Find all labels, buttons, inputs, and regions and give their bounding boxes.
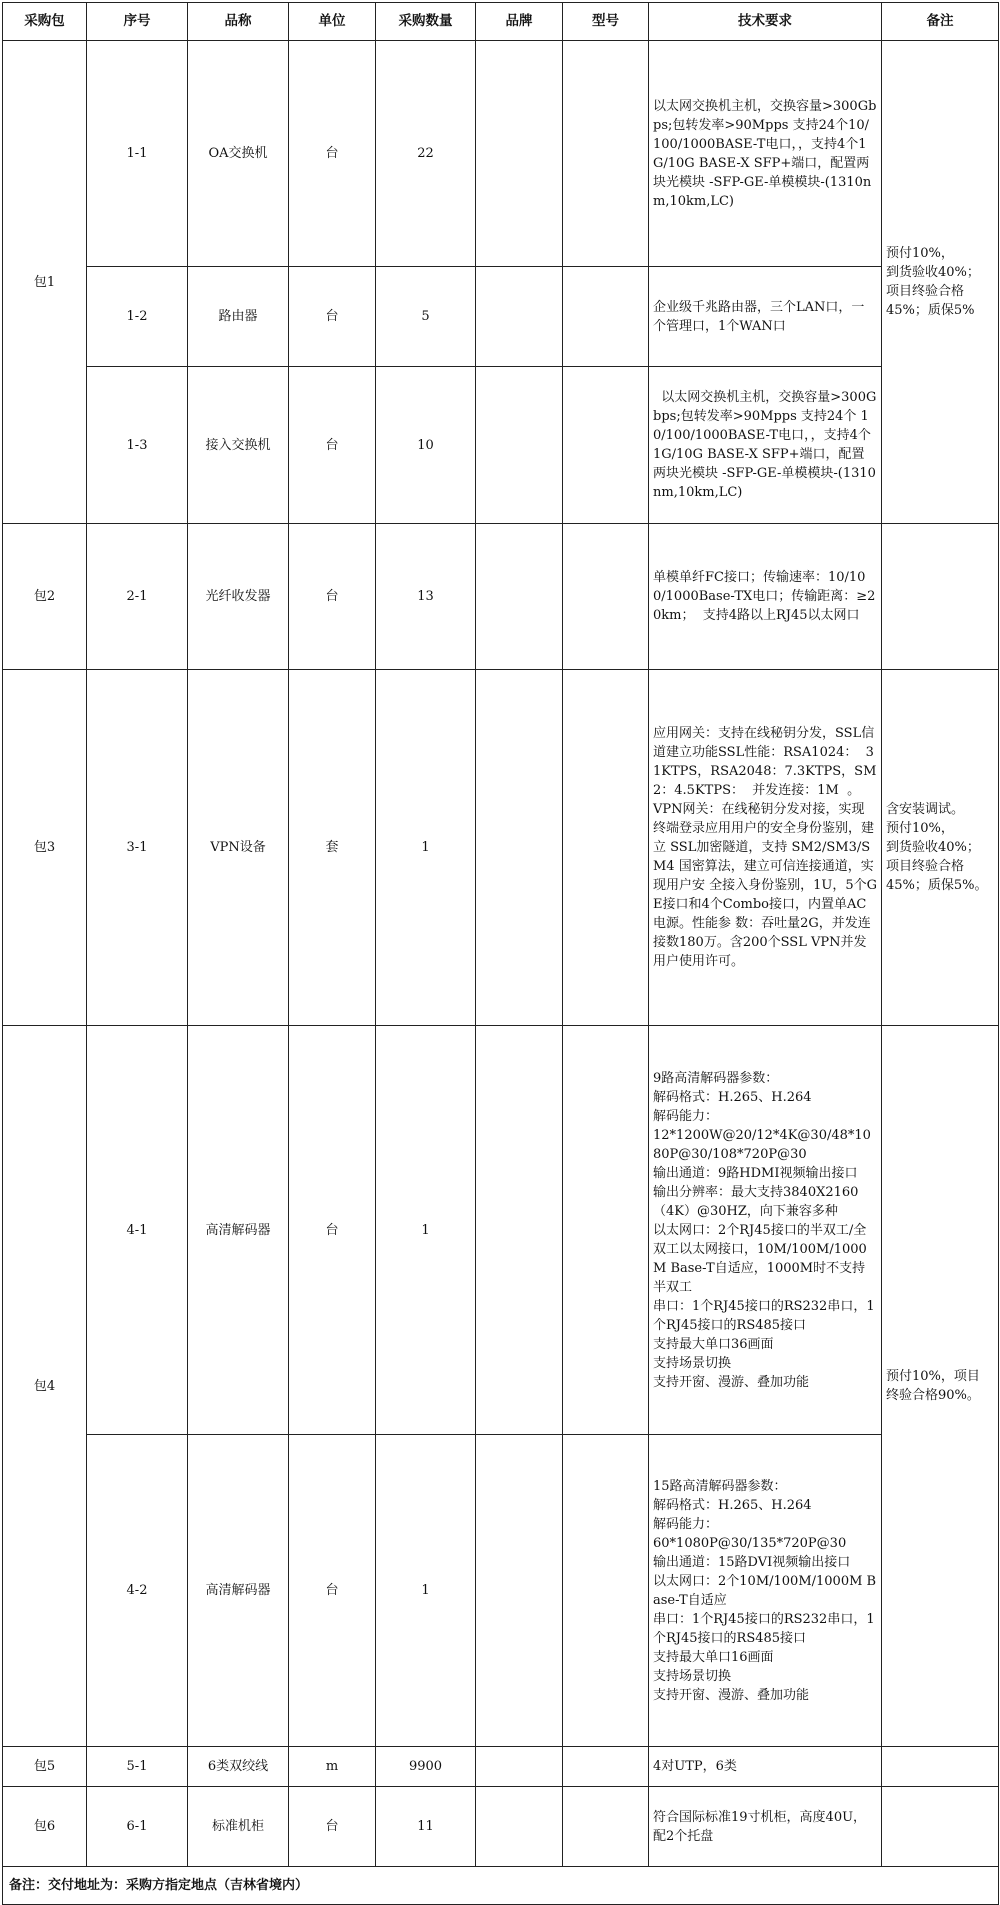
model-cell — [563, 41, 649, 267]
table-row — [3, 267, 999, 367]
name-cell: 光纤收发器 — [188, 524, 289, 670]
table-row — [3, 41, 999, 267]
unit-cell: 台 — [289, 41, 376, 267]
brand-cell — [476, 1747, 563, 1787]
qty-cell: 9900 — [376, 1747, 476, 1787]
unit-cell: 套 — [289, 670, 376, 1026]
name-cell: OA交换机 — [188, 41, 289, 267]
package-cell: 包4 — [3, 1026, 87, 1747]
brand-cell — [476, 367, 563, 524]
model-cell — [563, 1026, 649, 1435]
header-note: 备注 — [882, 3, 999, 41]
seq-cell: 3-1 — [87, 670, 188, 1026]
tech-cell: 应用网关：支持在线秘钥分发，SSL信道建立功能SSL性能：RSA1024： 31KTPS，RSA2048：7.3KTPS，SM2：4.5KTPS： 并发连接：1M 。 VPN网关：在线秘钥分发对接，实现终端登录应用用户的安全身份鉴别，建立 SSL加密隧道，支持 SM2/SM3/SM4 国密算法，建立可信连接通道，实现用户安 全接入身份鉴别，1U，5个GE接口和4个Combo接口，内置单AC电源。性能参 数：吞吐量2G，并发连接数180万。含200个SSL VPN并发用户使用许可。 — [649, 670, 882, 1026]
name-cell: 高清解码器 — [188, 1435, 289, 1747]
package-cell: 包2 — [3, 524, 87, 670]
unit-cell: 台 — [289, 1787, 376, 1867]
unit-cell: 台 — [289, 267, 376, 367]
table-row — [3, 1747, 999, 1787]
table-row — [3, 1787, 999, 1867]
qty-cell: 1 — [376, 1435, 476, 1747]
header-brand: 品牌 — [476, 3, 563, 41]
header-package: 采购包 — [3, 3, 87, 41]
brand-cell — [476, 670, 563, 1026]
unit-cell: 台 — [289, 367, 376, 524]
tech-cell: 单模单纤FC接口；传输速率：10/100/1000Base-TX电口；传输距离：≥20km； 支持4路以上RJ45以太网口 — [649, 524, 882, 670]
brand-cell — [476, 1026, 563, 1435]
note-cell: 含安装调试。 预付10%， 到货验收40%； 项目终验合格 45%；质保5%。 — [882, 670, 999, 1026]
unit-cell: 台 — [289, 1435, 376, 1747]
name-cell: 6类双绞线 — [188, 1747, 289, 1787]
note-cell: 预付10%， 到货验收40%； 项目终验合格 45%；质保5% — [882, 41, 999, 524]
seq-cell: 4-1 — [87, 1026, 188, 1435]
seq-cell: 1-3 — [87, 367, 188, 524]
seq-cell: 4-2 — [87, 1435, 188, 1747]
brand-cell — [476, 524, 563, 670]
seq-cell: 1-1 — [87, 41, 188, 267]
tech-cell: 9路高清解码器参数： 解码格式：H.265、H.264 解码能力： 12*1200W@20/12*4K@30/48*1080P@30/108*720P@30 输出通道：9路HDMI视频输出接口 输出分辨率：最大支持3840X2160（4K）@30HZ，向下兼容多种 以太网口：2个RJ45接口的半双工/全双工以太网接口，10M/100M/1000M Base-T自适应，1000M时不支持半双工 串口：1个RJ45接口的RS232串口，1个RJ45接口的RS485接口 支持最大单口36画面 支持场景切换 支持开窗、漫游、叠加功能 — [649, 1026, 882, 1435]
header-name: 品称 — [188, 3, 289, 41]
package-cell: 包5 — [3, 1747, 87, 1787]
name-cell: 标准机柜 — [188, 1787, 289, 1867]
qty-cell: 10 — [376, 367, 476, 524]
tech-cell: 以太网交换机主机，交换容量>300Gbps;包转发率>90Mpps 支持24个 10/100/1000BASE-T电口，，支持4个1G/10G BASE-X SFP+端口，配置两块光模块 -SFP-GE-单模模块-(1310nm,10km,LC) — [649, 367, 882, 524]
header-unit: 单位 — [289, 3, 376, 41]
brand-cell — [476, 41, 563, 267]
name-cell: 接入交换机 — [188, 367, 289, 524]
header-seq: 序号 — [87, 3, 188, 41]
name-cell: 路由器 — [188, 267, 289, 367]
note-cell — [882, 524, 999, 670]
name-cell: VPN设备 — [188, 670, 289, 1026]
brand-cell — [476, 267, 563, 367]
qty-cell: 11 — [376, 1787, 476, 1867]
name-cell: 高清解码器 — [188, 1026, 289, 1435]
delivery-note: 备注：交付地址为：采购方指定地点（吉林省境内） — [3, 1867, 999, 1905]
unit-cell: 台 — [289, 524, 376, 670]
brand-cell — [476, 1787, 563, 1867]
header-row — [3, 3, 999, 41]
table-row — [3, 367, 999, 524]
qty-cell: 13 — [376, 524, 476, 670]
unit-cell: 台 — [289, 1026, 376, 1435]
procurement-table — [2, 2, 999, 1905]
package-cell: 包6 — [3, 1787, 87, 1867]
note-cell — [882, 1747, 999, 1787]
header-tech: 技术要求 — [649, 3, 882, 41]
seq-cell: 2-1 — [87, 524, 188, 670]
qty-cell: 22 — [376, 41, 476, 267]
qty-cell: 5 — [376, 267, 476, 367]
model-cell — [563, 524, 649, 670]
model-cell — [563, 1435, 649, 1747]
model-cell — [563, 1787, 649, 1867]
package-cell: 包1 — [3, 41, 87, 524]
seq-cell: 6-1 — [87, 1787, 188, 1867]
package-cell: 包3 — [3, 670, 87, 1026]
table-row — [3, 1435, 999, 1747]
model-cell — [563, 367, 649, 524]
tech-cell: 企业级千兆路由器，三个LAN口，一个管理口，1个WAN口 — [649, 267, 882, 367]
qty-cell: 1 — [376, 670, 476, 1026]
table-row — [3, 524, 999, 670]
model-cell — [563, 670, 649, 1026]
qty-cell: 1 — [376, 1026, 476, 1435]
footer-row — [3, 1867, 999, 1905]
table-row — [3, 1026, 999, 1435]
note-cell — [882, 1787, 999, 1867]
tech-cell: 15路高清解码器参数： 解码格式：H.265、H.264 解码能力： 60*1080P@30/135*720P@30 输出通道：15路DVI视频输出接口 以太网口：2个10M/100M/1000M Base-T自适应 串口：1个RJ45接口的RS232串口，1个RJ45接口的RS485接口 支持最大单口16画面 支持场景切换 支持开窗、漫游、叠加功能 — [649, 1435, 882, 1747]
seq-cell: 5-1 — [87, 1747, 188, 1787]
model-cell — [563, 267, 649, 367]
tech-cell: 4对UTP，6类 — [649, 1747, 882, 1787]
header-qty: 采购数量 — [376, 3, 476, 41]
brand-cell — [476, 1435, 563, 1747]
table-row — [3, 670, 999, 1026]
tech-cell: 符合国际标准19寸机柜，高度40U，配2个托盘 — [649, 1787, 882, 1867]
model-cell — [563, 1747, 649, 1787]
header-model: 型号 — [563, 3, 649, 41]
seq-cell: 1-2 — [87, 267, 188, 367]
tech-cell: 以太网交换机主机，交换容量>300Gbps;包转发率>90Mpps 支持24个10/100/1000BASE-T电口，，支持4个1G/10G BASE-X SFP+端口，配置两块光模块 -SFP-GE-单模模块-(1310nm,10km,LC) — [649, 41, 882, 267]
note-cell: 预付10%，项目 终验合格90%。 — [882, 1026, 999, 1747]
unit-cell: m — [289, 1747, 376, 1787]
